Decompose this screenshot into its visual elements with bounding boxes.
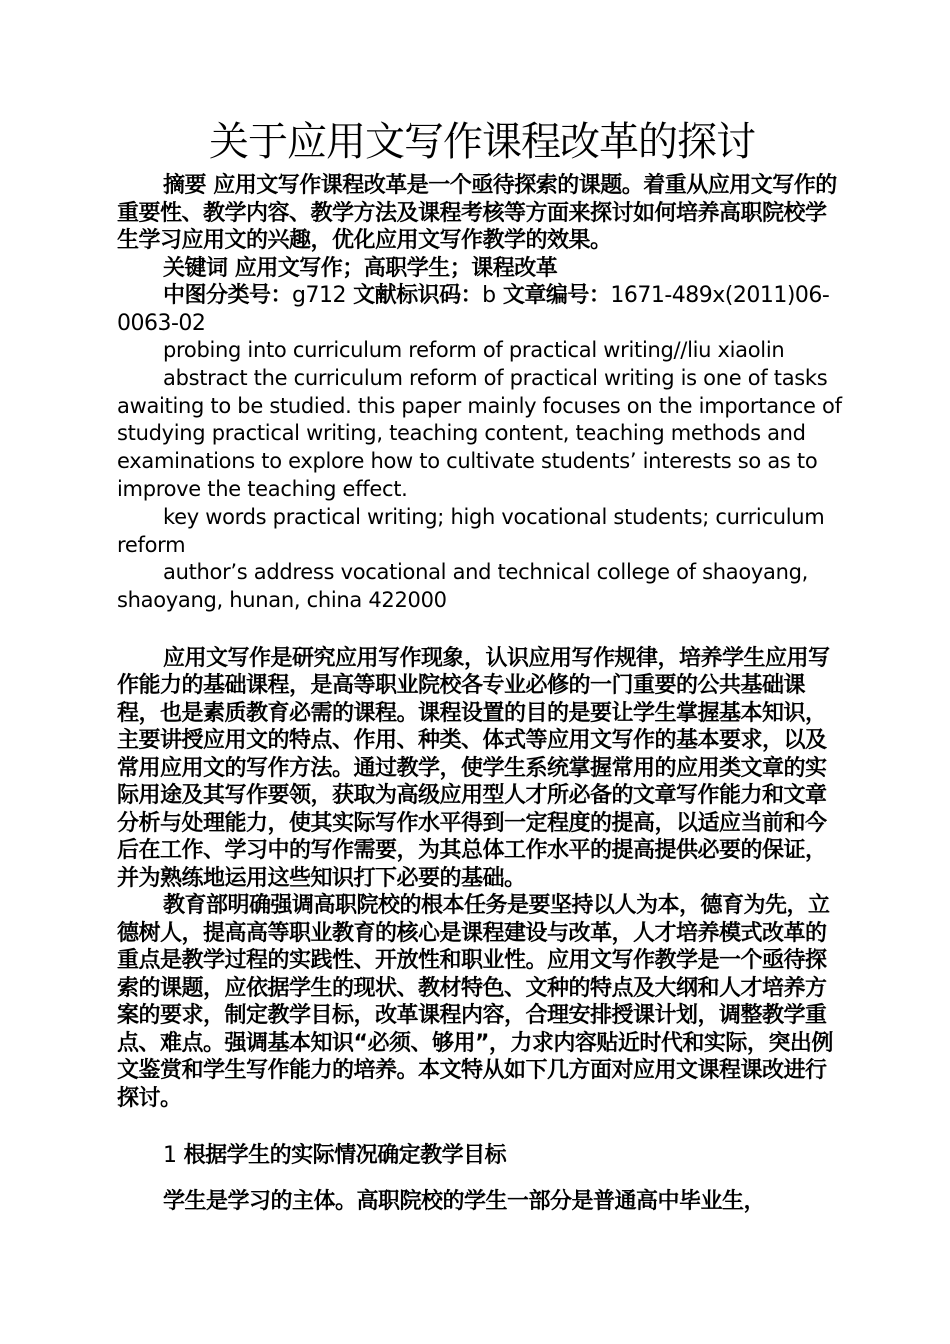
body-paragraph: 教育部明确强调高职院校的根本任务是要坚持以人为本，德育为先，立德树人，提高高等职业教育的核心是课程建设与改革，人才培养模式改革的重点是教学过程的实践性、开放性和职业性。应用文写作教学是一个亟待探索的课题，应依据学生的现状、教材特色、文种的特点及大纲和人才培养方案的要求，制定教学目标，改革课程内容，合理安排授课计划，调整教学重点、难点。强调基本知识“必须、够用”，力求内容贴近时代和实际，突出例文鉴赏和学生写作能力的培养。本文特从如下几方面对应用文课程课改进行探讨。 (117, 893, 833, 1111)
abstract-text: 应用文写作课程改革是一个亟待探索的课题。着重从应用文写作的重要性、教学内容、教学方法及课程考核等方面来探讨如何培养高职院校学生学习应用文的兴趣，优化应用文写作教学的效果。 (117, 173, 837, 253)
body-paragraph: 学生是学习的主体。高职院校的学生一部分是普通高中毕业生， (163, 1188, 766, 1214)
abstract-label: 摘要 (163, 173, 207, 198)
section-heading (117, 1142, 847, 1170)
article-number-label: 文章编号： (502, 283, 611, 308)
article-number-value: 1671-489x(2011)06-0063-02 (117, 283, 830, 336)
paper-title: 关于应用文写作课程改革的探讨 (209, 119, 755, 165)
english-address: author’s address vocational and technical college of shaoyang, shaoyang, hunan, china 422000 (117, 560, 809, 613)
doc-code-value: b (482, 283, 496, 308)
keywords-text: 应用文写作；高职学生；课程改革 (234, 255, 558, 281)
abstract-zh (117, 172, 847, 255)
section-number: 1 (163, 1143, 177, 1169)
english-title-author: probing into curriculum reform of practical writing//liu xiaolin (163, 338, 785, 362)
clc-value: g712 (292, 283, 346, 308)
clc-label: 中图分类号： (163, 283, 293, 308)
english-keywords: key words practical writing; high vocational students; curriculum reform (117, 504, 825, 557)
english-abstract: abstract the curriculum reform of practical writing is one of tasks awaiting to be studied. this paper mainly focuses on the importance of studying practical writing, teaching content, teaching methods and examinations to explore how to cultivate students’ interests so as to improve the teaching effect. (117, 365, 842, 501)
paper-content (117, 112, 847, 1215)
section-title: 根据学生的实际情况确定教学目标 (183, 1143, 507, 1169)
body-paragraph: 应用文写作是研究应用写作现象，认识应用写作规律，培养学生应用写作能力的基础课程，是高等职业院校各专业必修的一门重要的公共基础课程，也是素质教育必需的课程。课程设置的目的是要让学生掌握基本知识，主要讲授应用文的特点、作用、种类、体式等应用文写作的基本要求，以及常用应用文的写作方法。通过教学，使学生系统掌握常用的应用类文章的实际用途及其写作要领，获取为高级应用型人才所必备的文章写作能力和文章分析与处理能力，使其实际写作水平得到一定程度的提高，以适应当前和今后在工作、学习中的写作需要，为其总体工作水平的提高提供必要的保证，并为熟练地运用这些知识打下必要的基础。 (117, 645, 830, 891)
keywords-label: 关键词 (163, 255, 228, 281)
classification-line (117, 282, 847, 337)
doc-code-label: 文献标识码： (353, 283, 483, 308)
keywords-zh (117, 255, 847, 283)
